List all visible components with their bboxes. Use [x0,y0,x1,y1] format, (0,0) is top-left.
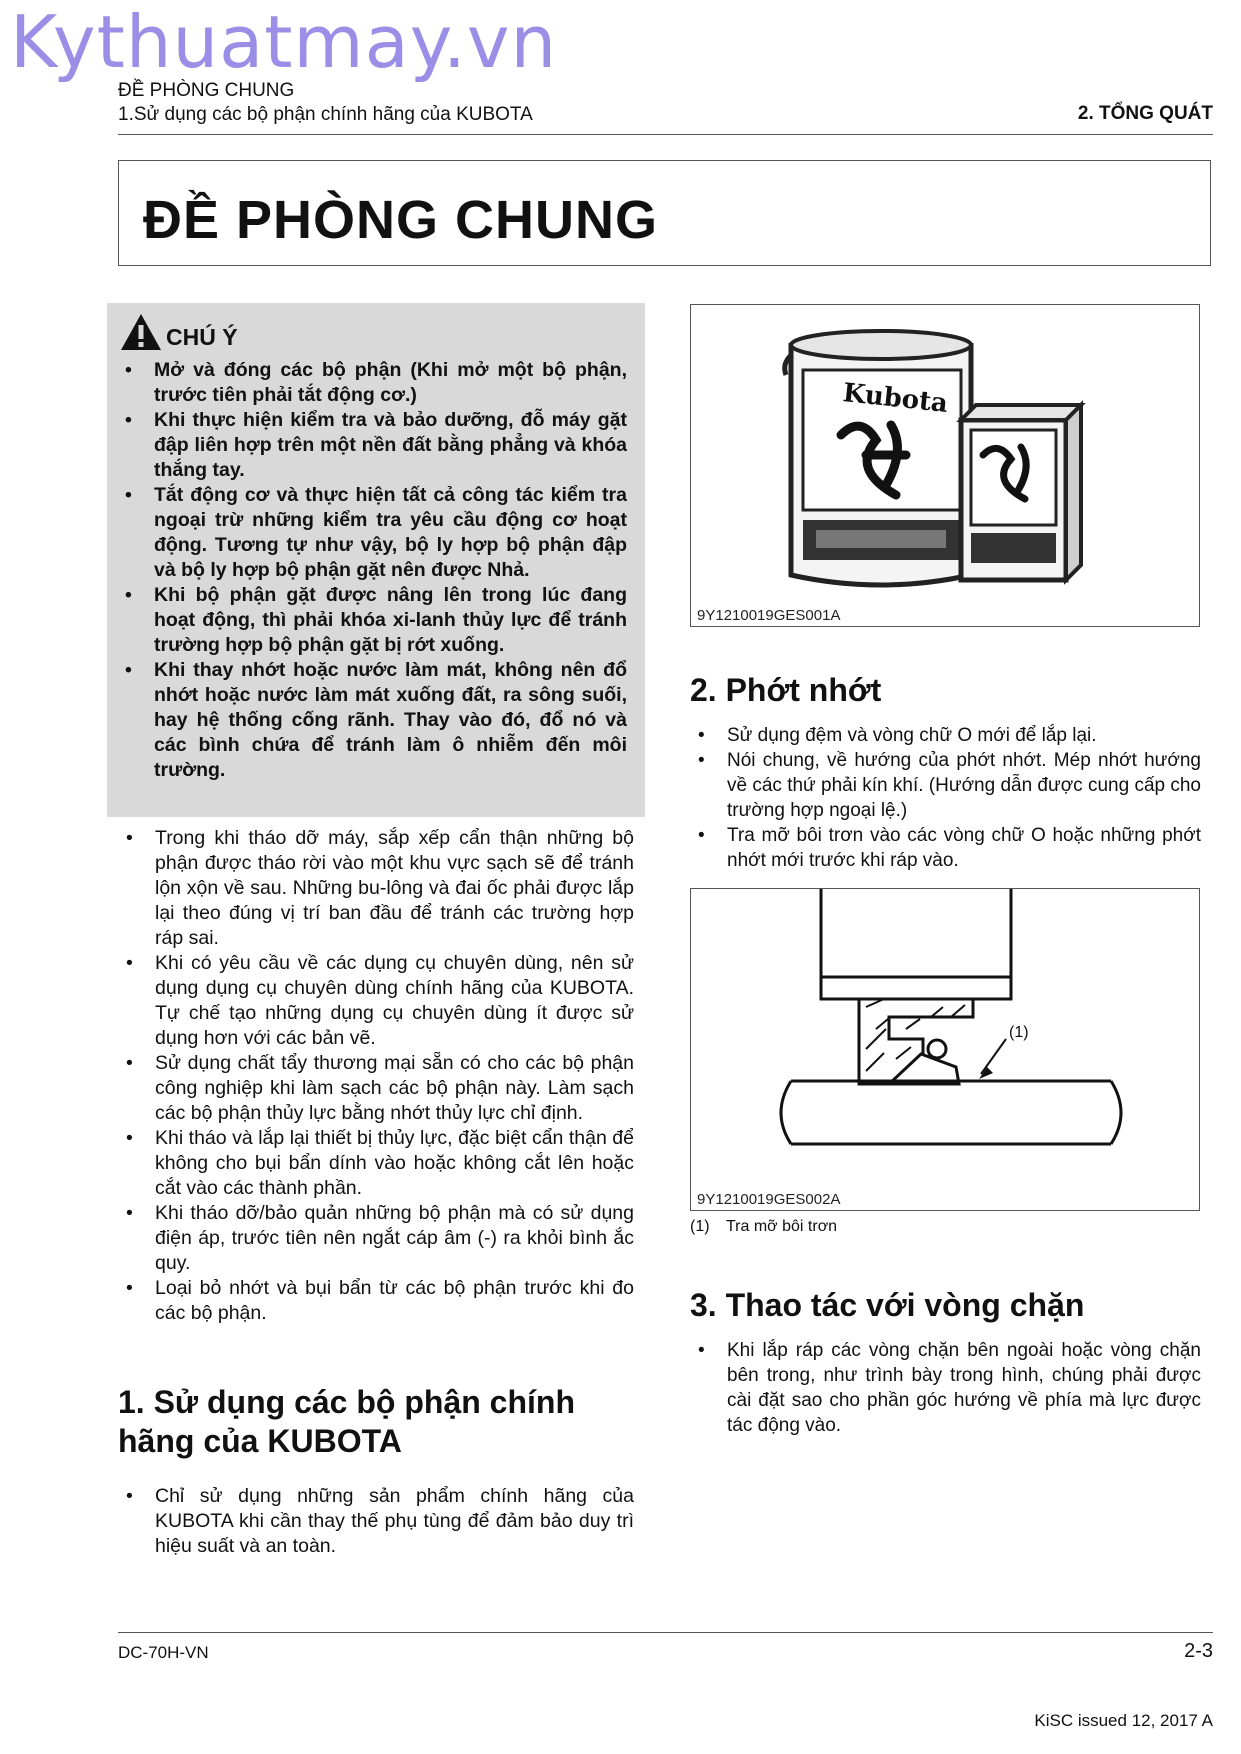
caution-item: • Mở và đóng các bộ phận (Khi mở một bộ phận, trước tiên phải tắt động cơ.) [123,358,627,408]
pail-brand-text: Kubota [841,378,950,419]
caution-item: • Khi bộ phận gặt được nâng lên trong lúc đang hoạt động, thì phải khóa xi-lanh thủy lực để tránh trường hợp bộ phận gặt bị rớt xuống. [123,583,627,658]
section3-title: 3. Thao tác với vòng chặn [690,1287,1085,1323]
footer-issued: KiSC issued 12, 2017 A [1034,1711,1213,1730]
caution-item: • Khi thay nhớt hoặc nước làm mát, không nên đổ nhớt hoặc nước làm mát xuống đất, ra sông suối, hay hệ thống cống rãnh. Thay vào đó, đổ nó và các bình chứa để tránh làm ô nhiễm đến môi trường. [123,658,627,783]
header-chapter: 2. TỔNG QUÁT [1077,103,1213,124]
section1-title: 1. Sử dụng các bộ phận chính hãng của KUBOTA [118,1384,575,1459]
list-item: • Nói chung, về hướng của phớt nhớt. Mép nhớt hướng về các thứ phải kín khí. (Hướng dẫn được cung cấp cho trường hợp ngoại lệ.) [696,748,1201,823]
figure-caption [690,1218,837,1236]
figure-code: 9Y1210019GES001A [697,607,841,624]
list-item: • Khi tháo và lắp lại thiết bị thủy lực, đặc biệt cẩn thận để không cho bụi bẩn dính vào hoặc không cắt lên hoặc cắt vào các thành phần. [124,1126,634,1201]
section1-list [124,1484,634,1559]
header-subsection: 1.Sử dụng các bộ phận chính hãng của KUBOTA [118,104,533,125]
section3-list [696,1338,1201,1438]
watermark: Kythuatmay.vn [10,0,558,84]
caution-item: • Tắt động cơ và thực hiện tất cả công tác kiểm tra ngoại trừ những kiểm tra yêu cầu động cơ hoạt động. Tương tự như vậy, bộ ly hợp bộ phận đập và bộ ly hợp bộ phận gặt nên được Nhả. [123,483,627,583]
footer-page-number: 2-3 [1184,1640,1213,1662]
caption-text: Tra mỡ bôi trơn [726,1218,838,1235]
caution-label: CHÚ Ý [166,324,238,350]
general-list [124,826,634,1326]
section2-list [696,723,1201,873]
list-item: • Khi lắp ráp các vòng chặn bên ngoài hoặc vòng chặn bên trong, như trình bày trong hình, chúng phải được cài đặt sao cho phần góc hướng về phía mà lực được tác động vào. [696,1338,1201,1438]
list-item: • Loại bỏ nhớt và bụi bẩn từ các bộ phận trước khi đo các bộ phận. [124,1276,634,1326]
list-item: • Khi có yêu cầu về các dụng cụ chuyên dùng, nên sử dụng dụng cụ chuyên dùng chính hãng của KUBOTA. Tự chế tạo những dụng cụ chuyên dùng ít được sử dụng hơn với các bản vẽ. [124,951,634,1051]
callout-label: (1) [1009,1024,1029,1041]
page-title: ĐỀ PHÒNG CHUNG [143,190,659,250]
caution-box [107,303,645,817]
caution-list [123,358,627,783]
footer-rule [118,1632,1213,1633]
oil-can-illustration [691,305,1199,605]
figure-oil-cans [690,304,1200,627]
list-item: • Trong khi tháo dỡ máy, sắp xếp cẩn thận những bộ phận được tháo rời vào một khu vực sạch sẽ để tránh lộn xộn về sau. Những bu-lông và đai ốc phải được lắp lại theo đúng vị trí ban đầu để tránh các trường hợp ráp sai. [124,826,634,951]
caution-item: • Khi thực hiện kiểm tra và bảo dưỡng, đỗ máy gặt đập liên hợp trên một nền đất bằng phẳng và khóa thắng tay. [123,408,627,483]
footer-doc-code: DC-70H-VN [118,1643,209,1662]
warning-icon [120,313,162,351]
figure-oil-seal [690,888,1200,1211]
section2-title: 2. Phớt nhớt [690,672,882,708]
header-section: ĐỀ PHÒNG CHUNG [118,80,295,101]
caption-number: (1) [690,1218,710,1235]
figure-code: 9Y1210019GES002A [697,1191,841,1208]
list-item: • Sử dụng chất tẩy thương mại sẵn có cho các bộ phận công nghiệp khi làm sạch các bộ phận này. Làm sạch các bộ phận thủy lực bằng nhớt thủy lực chỉ định. [124,1051,634,1126]
caution-header [120,313,238,351]
list-item: • Tra mỡ bôi trơn vào các vòng chữ O hoặc những phớt nhớt mới trước khi ráp vào. [696,823,1201,873]
list-item: • Khi tháo dỡ/bảo quản những bộ phận mà có sử dụng điện áp, trước tiên nên ngắt cáp âm (-) ra khỏi bình ắc quy. [124,1201,634,1276]
list-item: • Sử dụng đệm và vòng chữ O mới để lắp lại. [696,723,1201,748]
oil-seal-diagram [691,889,1199,1189]
page-title-box [118,160,1211,266]
list-item: • Chỉ sử dụng những sản phẩm chính hãng của KUBOTA khi cần thay thế phụ tùng để đảm bảo duy trì hiệu suất và an toàn. [124,1484,634,1559]
header-rule [118,134,1213,135]
